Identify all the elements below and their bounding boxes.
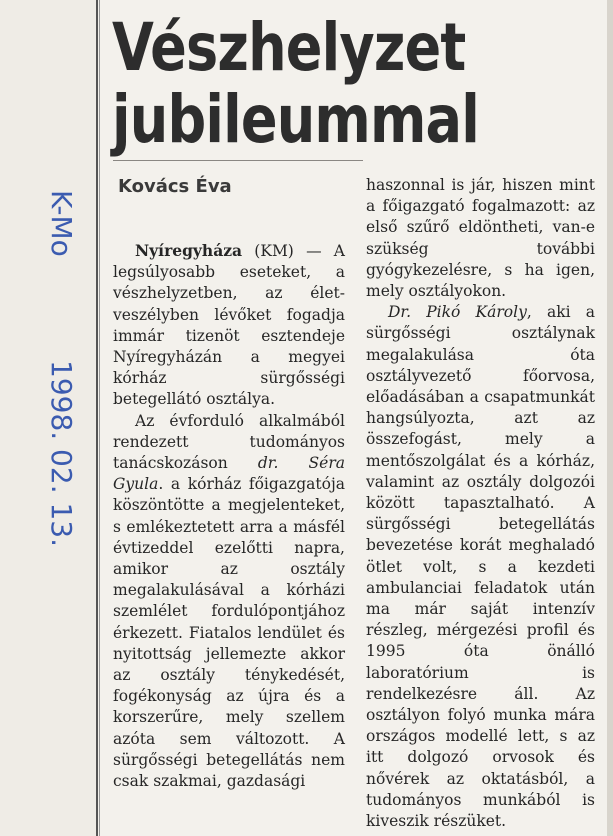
paragraph-1-text: (KM) — A legsúlyosabb eseteket, a vészhelyzetben, az élet-veszélyben lévőket fogadja immár tizenöt esztendeje Nyíregyházán a megyei kórház sürgősségi betegellátó osztálya. [113, 242, 345, 409]
paragraph-4 [366, 302, 595, 832]
handwritten-annotation [30, 190, 90, 610]
paragraph-1 [113, 240, 345, 411]
byline-divider [113, 160, 363, 161]
column-rule-inner [99, 0, 100, 836]
headline-line-2: jubileummal [112, 81, 480, 158]
byline: Kovács Éva [118, 176, 232, 197]
column-rule [96, 0, 98, 836]
paragraph-4-text: , aki a sürgősségi osztálynak megalakulása óta osztályvezető főorvosa, előadásában a csapatmunkát hangsúlyozta, azt az összefogást, mely a mentőszolgálat és a kórház, valamint az osztály dolgozói között tapasztalható. A sürgősségi betegellátás bevezetése korát meghaladó ötlet volt, s a kezdeti ambulanciai feladatok után ma már saját intenzív részleg, mérgezési profil és 1995 óta önálló laboratórium is rendelkezésre áll. Az osztályon folyó munka mára országos modellé lett, s az itt dolgozó orvosok és nővérek az oktatásból, a tudományos munkából is kiveszik részüket. [366, 303, 595, 831]
article-column-1 [113, 240, 345, 792]
person-name-2: Dr. Pikó Károly [388, 303, 527, 322]
paragraph-2-text-a: Az évforduló alkalmából rendezett tudományos tanácskozáson [113, 411, 345, 473]
person-name: dr. Séra Gyula [113, 454, 345, 494]
dateline-place: Nyíregyháza [135, 241, 243, 260]
paragraph-2-text-b: . a kórház főigazgatója köszöntötte a megjelenteket, s emlékeztetett arra a másfél évtizeddel ezelőtti napra, amikor az osztály megalakulásával a kórházi szemlélet fordulópontjához érkezett. Fiatalos lendület és nyitottság jellemezte akkor az osztály ténykedését, fogékonyság az újra és a korszerűre, mely szellem azóta sem változott. A sürgősségi betegellátás nem csak szakmai, gazdasági [113, 475, 345, 791]
page-edge-shadow [607, 0, 613, 836]
headline-line-1: Vészhelyzet [112, 9, 466, 86]
paragraph-3: haszonnal is jár, hiszen mint a főigazgató fogalmazott: az első szűrő eldöntheti, van-e szükség további gyógykezelésre, s ha igen, mely osztályokon. [366, 176, 595, 301]
headline [112, 9, 489, 158]
handwritten-date: 1998. 02. 13. [45, 360, 78, 548]
article-column-2 [366, 175, 595, 832]
paragraph-2 [113, 411, 345, 793]
handwritten-source: K-Mo [45, 190, 78, 257]
